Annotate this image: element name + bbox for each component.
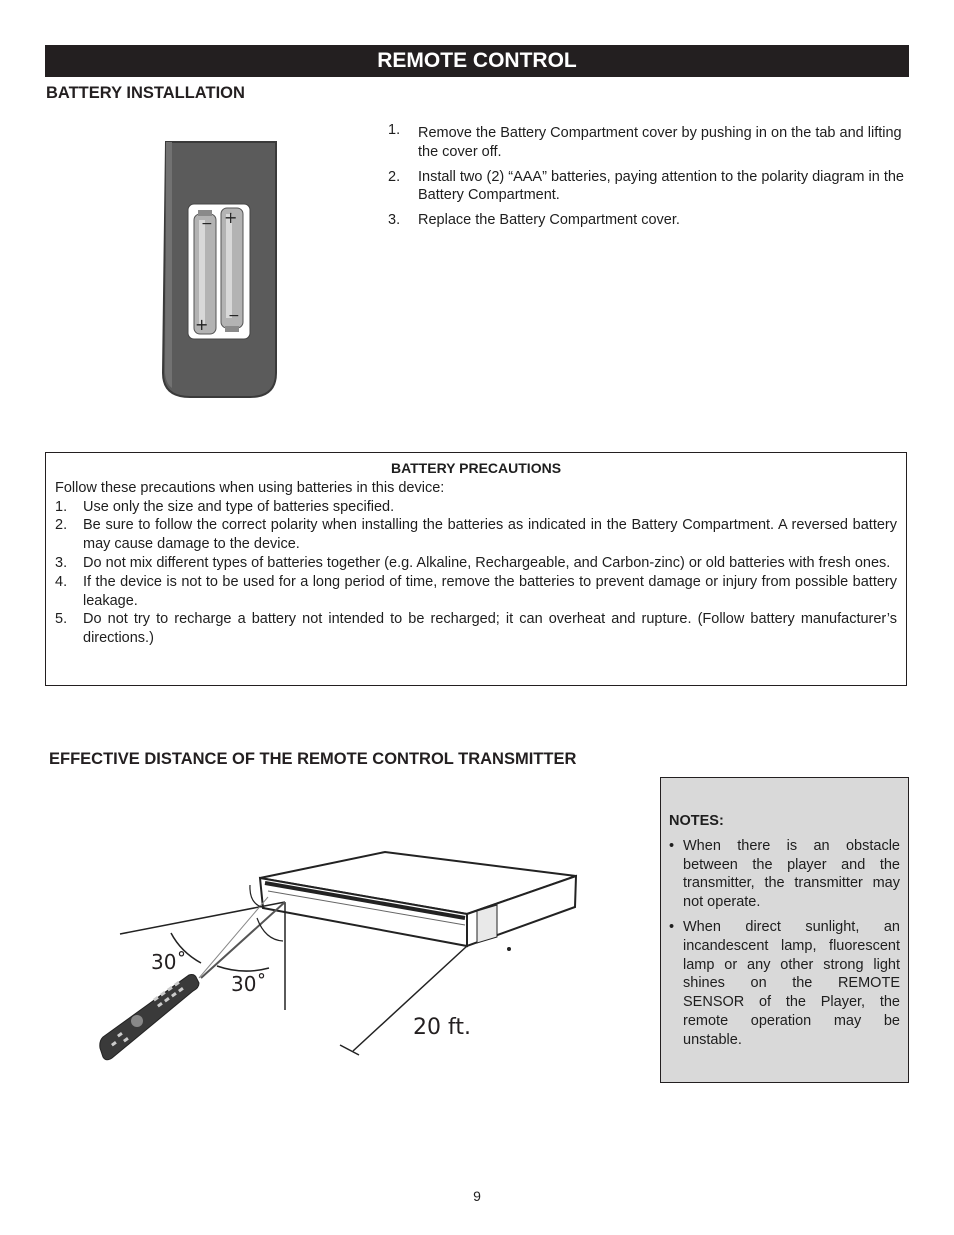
precautions-title: BATTERY PRECAUTIONS: [390, 460, 562, 476]
page-number: 9: [473, 1188, 481, 1204]
list-item: [55, 516, 897, 554]
list-item: [669, 837, 900, 912]
list-item: [55, 498, 897, 517]
angle-label-right: 30˚: [231, 972, 267, 996]
step-number: 2.: [388, 168, 401, 185]
plus-sign: +: [224, 208, 238, 227]
step-text: Replace the Battery Compartment cover.: [418, 212, 680, 228]
note-text: When direct sunlight, an incandescent lamp, fluorescent lamp or any other strong light shines on the REMOTE SENSOR of the Player, the remote operation may be unstable.: [683, 918, 900, 1048]
distance-label: 20 ft.: [413, 1015, 471, 1040]
battery-precautions-box: [45, 452, 907, 686]
notes-title: NOTES:: [669, 813, 724, 829]
item-number: 5.: [55, 611, 68, 628]
step-number: 3.: [388, 212, 401, 228]
list-item: [388, 124, 904, 161]
minus-sign: −: [201, 216, 213, 232]
list-item: [388, 168, 904, 205]
item-text: Be sure to follow the correct polarity when installing the batteries as indicated in the Battery Compartment. A reversed battery may cause damage to the device.: [83, 517, 897, 553]
plus-sign: +: [195, 315, 209, 334]
list-item: [55, 610, 897, 648]
player-illustration: [260, 852, 576, 951]
item-text: If the device is not to be used for a long period of time, remove the batteries to prevent damage or injury from possible battery leakage.: [83, 573, 897, 609]
list-item: [388, 211, 904, 230]
list-item: [55, 573, 897, 611]
remote-battery-illustration: [160, 138, 280, 400]
item-text: Do not mix different types of batteries together (e.g. Alkaline, Rechargeable, and Carbon-zinc) or old batteries with fresh ones.: [83, 554, 891, 571]
step-text: Remove the Battery Compartment cover by pushing in on the tab and lifting the cover off.: [418, 125, 902, 160]
effective-distance-title: EFFECTIVE DISTANCE OF THE REMOTE CONTROL TRANSMITTER: [49, 750, 577, 768]
notes-box: [660, 777, 909, 1083]
bullet: •: [669, 837, 675, 854]
item-number: 2.: [55, 517, 68, 534]
step-text: Install two (2) “AAA” batteries, paying attention to the polarity diagram in the Battery Compartment.: [418, 168, 904, 203]
precautions-intro: Follow these precautions when using batteries in this device:: [55, 479, 445, 496]
angle-label-left: 30˚: [151, 950, 187, 974]
note-text: When there is an obstacle between the player and the transmitter, the transmitter may not operate.: [683, 837, 900, 911]
item-number: 3.: [55, 554, 68, 571]
remote-illustration: [100, 975, 199, 1060]
item-text: Use only the size and type of batteries specified.: [83, 498, 395, 515]
item-number: 4.: [55, 573, 68, 590]
installation-steps: [388, 124, 904, 236]
list-item: [55, 554, 897, 573]
minus-sign: −: [228, 308, 240, 324]
bullet: •: [669, 918, 675, 935]
battery-installation-title: BATTERY INSTALLATION: [46, 84, 245, 102]
remote-range-diagram: [95, 845, 585, 1065]
item-text: Do not try to recharge a battery not intended to be recharged; it can overheat and rupture. (Follow battery manufacturer’s directions.): [83, 611, 897, 647]
step-number: 1.: [388, 122, 401, 138]
list-item: [669, 918, 900, 1050]
item-number: 1.: [55, 498, 68, 515]
page-header: REMOTE CONTROL: [45, 45, 909, 77]
